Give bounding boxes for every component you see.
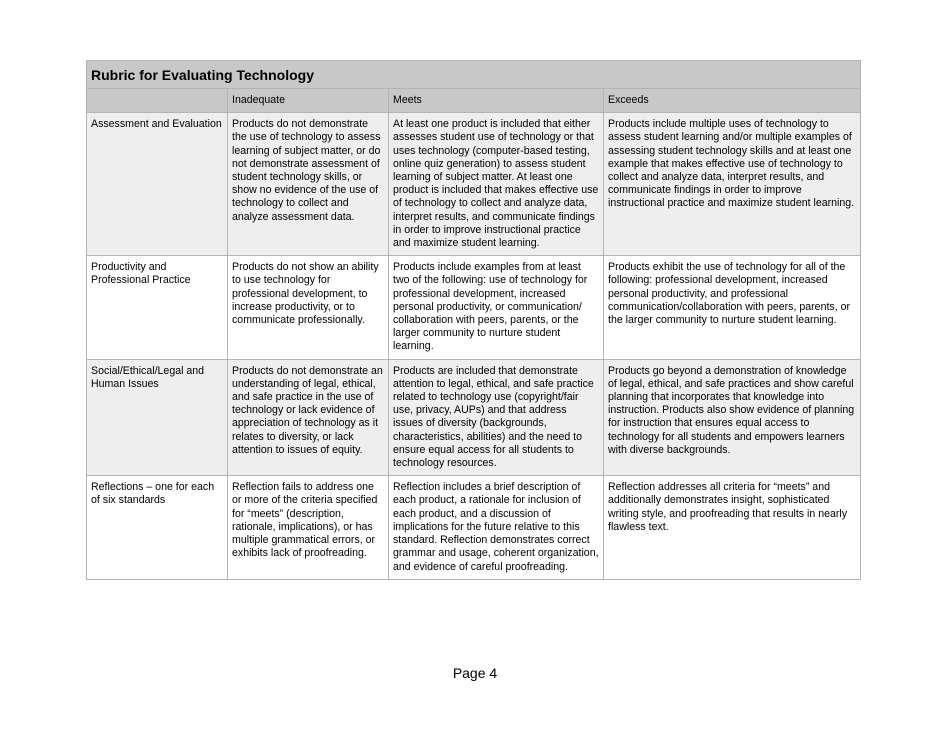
meets-cell: Products are included that demonstrate attention to legal, ethical, and safe practice related to technology use (copyright/fair use, privacy, AUPs) and that address issues of diversity (backgrounds, characteristics, abilities) and the need to ensure equal access for all students to technology resources. bbox=[389, 359, 604, 476]
criterion-cell: Productivity and Professional Practice bbox=[87, 256, 228, 359]
header-row bbox=[87, 89, 861, 113]
meets-cell: At least one product is included that either assesses student use of technology or that uses technology (computer-based testing, online quiz generation) to assess student learning of subject matter. At least one product is included that makes effective use of technology to collect and analyze data, interpret results, and communicate findings in order to improve instructional practice and maximize student learning. bbox=[389, 113, 604, 256]
page-number: Page 4 bbox=[452, 665, 498, 681]
table-row bbox=[87, 476, 861, 579]
exceeds-cell: Products go beyond a demonstration of knowledge of legal, ethical, and safe practices and show careful planning that incorporates that knowledge into instruction. Products also show evidence of planning for instruction that ensures equal access to technology for all students and empowers learners with diverse backgrounds. bbox=[604, 359, 861, 476]
inadequate-cell: Products do not show an ability to use technology for professional development, to increase productivity, or to communicate professionally. bbox=[228, 256, 389, 359]
rubric-table bbox=[86, 60, 861, 580]
table-row bbox=[87, 256, 861, 359]
inadequate-cell: Products do not demonstrate an understanding of legal, ethical, and safe practice in the use of technology or lack evidence of appreciation of technology as it relates to diversity, or lack attention to issues of equity. bbox=[228, 359, 389, 476]
exceeds-cell: Reflection addresses all criteria for “meets” and additionally demonstrates insight, sophisticated writing style, and proofreading that results in nearly flawless text. bbox=[604, 476, 861, 579]
header-cell-inadequate: Inadequate bbox=[228, 89, 389, 113]
title-row bbox=[87, 61, 861, 89]
inadequate-cell: Products do not demonstrate the use of technology to assess learning of subject matter, or do not demonstrate assessment of student technology skills, or show no evidence of the use of technology to collect and analyze assessment data. bbox=[228, 113, 389, 256]
criterion-cell: Reflections – one for each of six standards bbox=[87, 476, 228, 579]
table-row bbox=[87, 359, 861, 476]
meets-cell: Products include examples from at least two of the following: use of technology for professional development, increased personal productivity, or communication/ collaboration with peers, parents, or the larger community to nurture student learning. bbox=[389, 256, 604, 359]
table-row bbox=[87, 113, 861, 256]
header-cell-meets: Meets bbox=[389, 89, 604, 113]
criterion-cell: Social/Ethical/Legal and Human Issues bbox=[87, 359, 228, 476]
header-cell-criterion bbox=[87, 89, 228, 113]
exceeds-cell: Products exhibit the use of technology for all of the following: professional development, increased personal productivity, and professional communication/collaboration with peers, parents, or the larger community to nurture student learning. bbox=[604, 256, 861, 359]
rubric-title: Rubric for Evaluating Technology bbox=[87, 61, 861, 89]
exceeds-cell: Products include multiple uses of technology to assess student learning and/or multiple examples of assessing student technology skills and at least one example that makes effective use of technology to collect and analyze data, interpret results, and communicate findings in order to improve instructional practice and maximize student learning. bbox=[604, 113, 861, 256]
meets-cell: Reflection includes a brief description of each product, a rationale for inclusion of each product, and a discussion of implications for the future relative to this standard. Reflection demonstrates correct grammar and usage, coherent organization, and evidence of careful proofreading. bbox=[389, 476, 604, 579]
inadequate-cell: Reflection fails to address one or more of the criteria specified for “meets” (description, rationale, implications), or has multiple grammatical errors, or exhibits lack of proofreading. bbox=[228, 476, 389, 579]
criterion-cell: Assessment and Evaluation bbox=[87, 113, 228, 256]
header-cell-exceeds: Exceeds bbox=[604, 89, 861, 113]
